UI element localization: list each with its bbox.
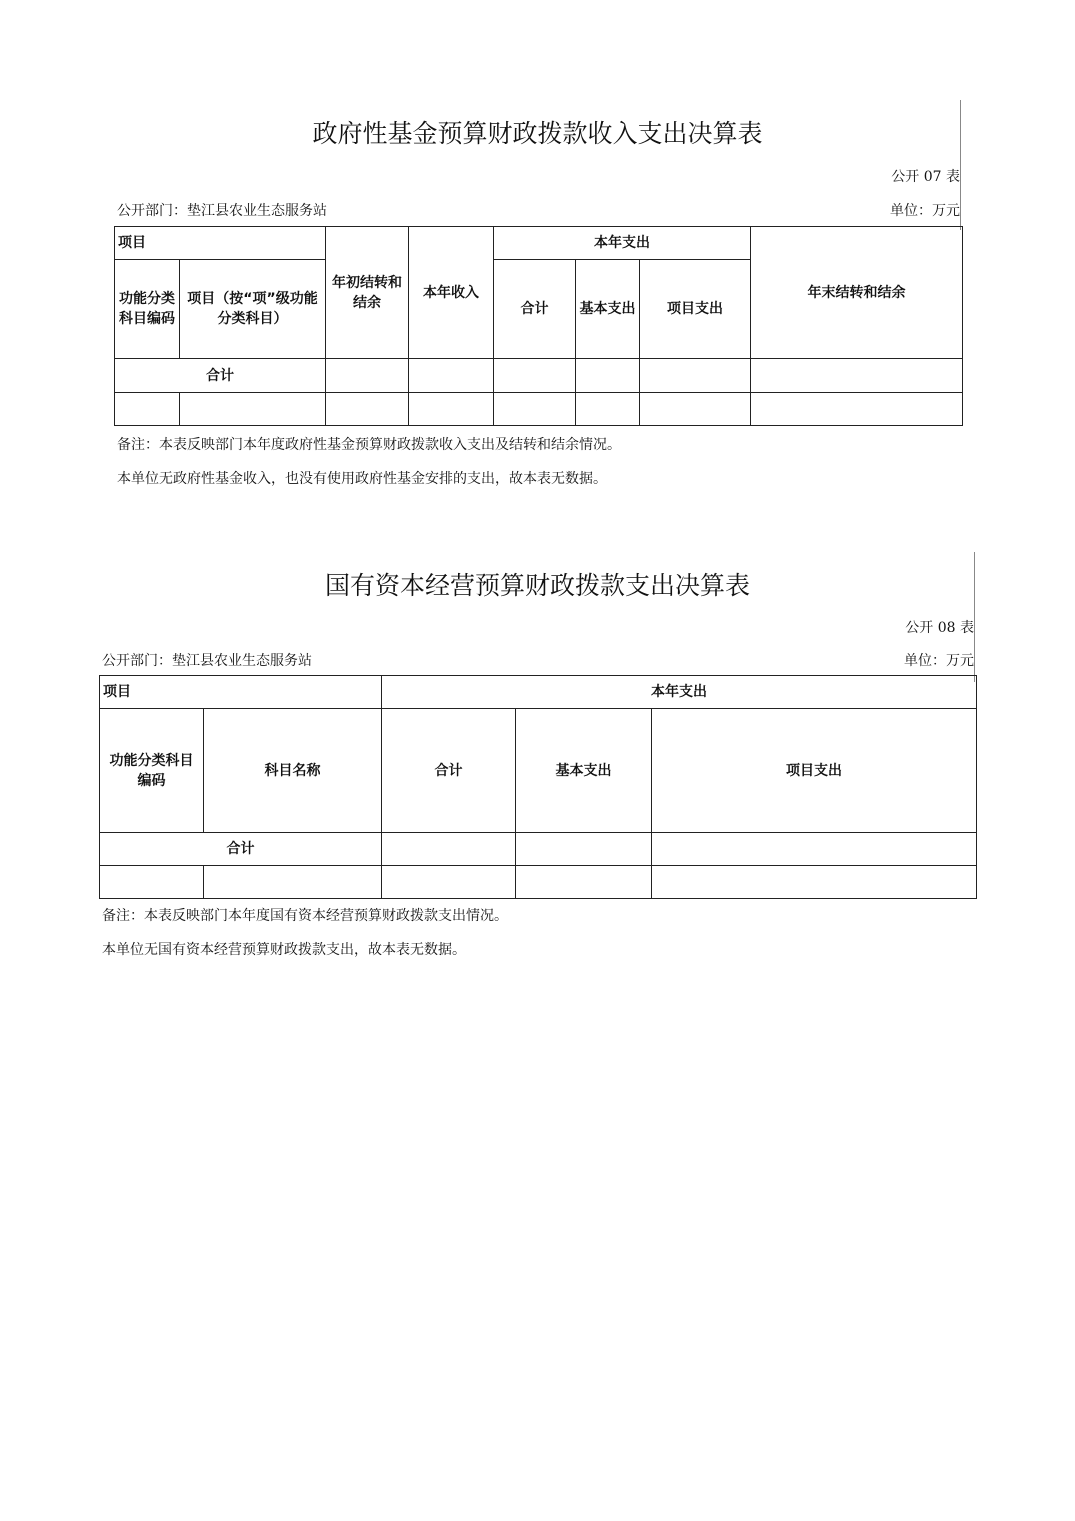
table08-note2: 本单位无国有资本经营预算财政拨款支出，故本表无数据。 — [102, 942, 466, 958]
table-cell — [326, 359, 409, 393]
table-cell — [409, 359, 494, 393]
table07-title: 政府性基金预算财政拨款收入支出决算表 — [312, 119, 763, 148]
table07-header-total: 合计 — [494, 260, 576, 359]
table-cell — [382, 833, 516, 866]
table-cell — [576, 359, 640, 393]
table-cell — [576, 393, 640, 426]
table07-header-begin-balance: 年初结转和结余 — [326, 227, 409, 359]
table-cell — [494, 359, 576, 393]
table08-header-project: 项目支出 — [652, 709, 977, 833]
table08-grid — [99, 675, 977, 899]
table07-unit: 单位：万元 — [890, 203, 960, 219]
table-cell — [640, 393, 751, 426]
table08-header-total: 合计 — [382, 709, 516, 833]
table-cell — [652, 833, 977, 866]
table07-header-current-income: 本年收入 — [409, 227, 494, 359]
table08-header-current-expense: 本年支出 — [382, 676, 977, 709]
table-cell — [516, 866, 652, 899]
table07-header-basic: 基本支出 — [576, 260, 640, 359]
table08-number: 公开 08 表 — [905, 620, 974, 636]
table08-total-label: 合计 — [100, 833, 382, 866]
table07-header-project: 项目支出 — [640, 260, 751, 359]
table07-note1: 备注：本表反映部门本年度政府性基金预算财政拨款收入支出及结转和结余情况。 — [117, 437, 621, 453]
table-cell — [409, 393, 494, 426]
table07-header-item: 项目 — [115, 227, 326, 260]
table-cell — [382, 866, 516, 899]
table08-note1: 备注：本表反映部门本年度国有资本经营预算财政拨款支出情况。 — [102, 908, 508, 924]
table07-header-item-name: 项目（按“项”级功能分类科目） — [180, 260, 326, 359]
table-cell — [204, 866, 382, 899]
table07-grid — [114, 226, 963, 426]
table08-header-basic: 基本支出 — [516, 709, 652, 833]
table-cell — [326, 393, 409, 426]
table08-title: 国有资本经营预算财政拨款支出决算表 — [324, 571, 750, 600]
table-cell — [751, 359, 963, 393]
table-cell — [180, 393, 326, 426]
table07-header-current-expense: 本年支出 — [494, 227, 751, 260]
table-cell — [115, 393, 180, 426]
table-cell — [652, 866, 977, 899]
table08-unit: 单位：万元 — [904, 653, 974, 669]
table08-header-item: 项目 — [100, 676, 382, 709]
table07-header-end-balance: 年末结转和结余 — [751, 227, 963, 359]
table08-header-func-code: 功能分类科目编码 — [100, 709, 204, 833]
table-cell — [516, 833, 652, 866]
table07-header-func-code: 功能分类科目编码 — [115, 260, 180, 359]
table08-header-subject-name: 科目名称 — [204, 709, 382, 833]
table-cell — [751, 393, 963, 426]
table07-note2: 本单位无政府性基金收入，也没有使用政府性基金安排的支出，故本表无数据。 — [117, 471, 607, 487]
table07-dept: 公开部门：垫江县农业生态服务站 — [117, 203, 327, 219]
table07-total-label: 合计 — [115, 359, 326, 393]
table07-number: 公开 07 表 — [891, 169, 960, 185]
table-cell — [494, 393, 576, 426]
table08-dept: 公开部门：垫江县农业生态服务站 — [102, 653, 312, 669]
table-cell — [100, 866, 204, 899]
table-cell — [640, 359, 751, 393]
